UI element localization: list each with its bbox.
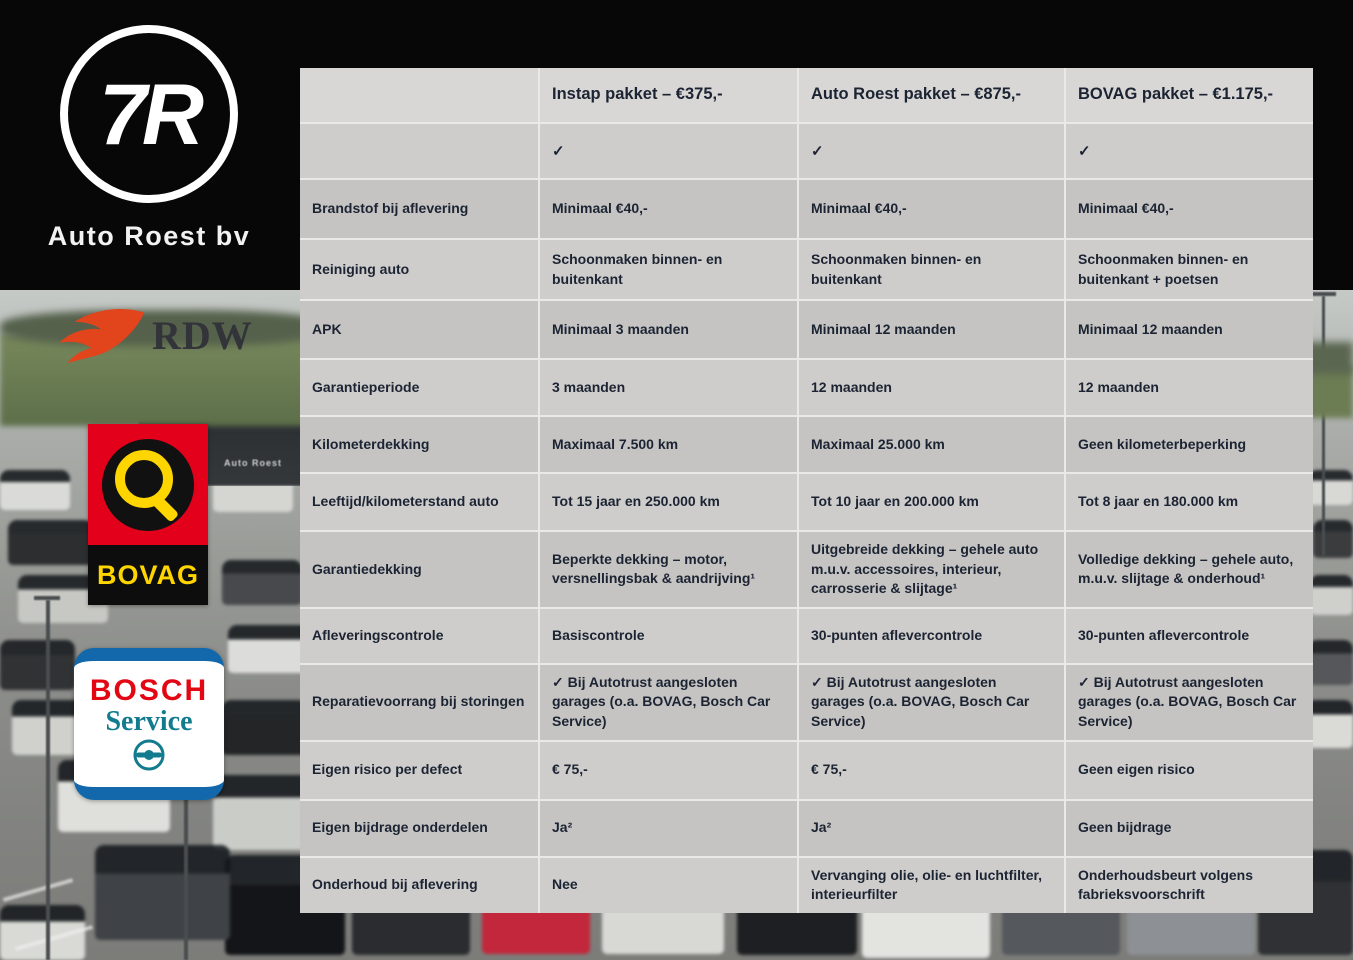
package-cell: Uitgebreide dekking – gehele auto m.u.v. accessoires, interieur, carrosserie & slijtage¹ (799, 532, 1064, 607)
car-shape (1313, 520, 1353, 558)
row-label: Kilometerdekking (300, 417, 538, 472)
package-cell: € 75,- (540, 742, 797, 799)
row-label: Garantieperiode (300, 360, 538, 415)
row-label: Garantiedekking (300, 532, 538, 607)
bovag-badge (88, 424, 208, 605)
package-cell: 30-punten aflevercontrole (799, 609, 1064, 663)
table-row (300, 801, 1313, 856)
package-cell: Instap pakket – €375,- (540, 68, 797, 122)
light-pole-shape (46, 600, 50, 960)
package-cell: € 75,- (799, 742, 1064, 799)
car-shape (1308, 640, 1353, 685)
table-row (300, 124, 1313, 178)
car-shape (0, 640, 75, 690)
package-cell: Ja² (799, 801, 1064, 856)
car-shape (213, 775, 313, 850)
package-cell: Tot 8 jaar en 180.000 km (1066, 474, 1313, 530)
package-cell: Auto Roest pakket – €875,- (799, 68, 1064, 122)
table-row (300, 532, 1313, 607)
table-row (300, 240, 1313, 299)
table-row (300, 665, 1313, 740)
car-shape (1310, 575, 1353, 615)
package-cell: Minimaal €40,- (799, 180, 1064, 238)
package-cell: Onderhoudsbeurt volgens fabrieksvoorschrift (1066, 858, 1313, 913)
package-cell: BOVAG pakket – €1.175,- (1066, 68, 1313, 122)
package-cell: Basiscontrole (540, 609, 797, 663)
package-cell: Ja² (540, 801, 797, 856)
car-shape (222, 560, 302, 605)
table-row (300, 417, 1313, 472)
package-cell: Beperkte dekking – motor, versnellingsbak & aandrijving¹ (540, 532, 797, 607)
package-cell: Volledige dekking – gehele auto, m.u.v. slijtage & onderhoud¹ (1066, 532, 1313, 607)
rdw-wing-icon (54, 306, 148, 364)
row-label: Onderhoud bij aflevering (300, 858, 538, 913)
package-cell: Nee (540, 858, 797, 913)
bosch-name: BOSCH (89, 673, 209, 707)
row-label: Leeftijd/kilometerstand auto (300, 474, 538, 530)
bovag-magnifier-icon (96, 433, 200, 537)
brand-name: Auto Roest bv (47, 221, 251, 251)
table-row (300, 301, 1313, 358)
car-shape (222, 700, 307, 755)
package-cell: 3 maanden (540, 360, 797, 415)
brand-logo (38, 20, 260, 252)
package-comparison-table (300, 68, 1313, 913)
package-cell: 12 maanden (1066, 360, 1313, 415)
bovag-label: BOVAG (88, 545, 208, 605)
package-cell: Geen bijdrage (1066, 801, 1313, 856)
table-row (300, 360, 1313, 415)
svg-text:7R: 7R (99, 67, 199, 163)
package-cell: Minimaal 12 maanden (799, 301, 1064, 358)
bosch-service-label: Service (105, 706, 193, 738)
package-cell: Tot 15 jaar en 250.000 km (540, 474, 797, 530)
package-cell: Schoonmaken binnen- en buitenkant + poetsen (1066, 240, 1313, 299)
row-label: Reparatievoorrang bij storingen (300, 665, 538, 740)
package-cell: Minimaal €40,- (540, 180, 797, 238)
package-cell: Geen eigen risico (1066, 742, 1313, 799)
table-row (300, 474, 1313, 530)
row-label: Reiniging auto (300, 240, 538, 299)
car-shape (1308, 470, 1353, 505)
row-label: Brandstof bij aflevering (300, 180, 538, 238)
table-row (300, 858, 1313, 913)
package-cell: ✓ Bij Autotrust aangesloten garages (o.a. BOVAG, Bosch Car Service) (799, 665, 1064, 740)
package-cell: Geen kilometerbeperking (1066, 417, 1313, 472)
package-cell: Maximaal 7.500 km (540, 417, 797, 472)
package-cell: 30-punten aflevercontrole (1066, 609, 1313, 663)
package-cell: ✓ (540, 124, 797, 178)
building-sign: Auto Roest (224, 458, 282, 468)
package-cell: Schoonmaken binnen- en buitenkant (799, 240, 1064, 299)
table-row (300, 609, 1313, 663)
rdw-badge (54, 306, 253, 364)
bosch-armature-icon (131, 737, 167, 773)
package-cell: Minimaal €40,- (1066, 180, 1313, 238)
light-pole-shape (1322, 296, 1325, 556)
parking-line-shape (3, 878, 73, 902)
row-label: APK (300, 301, 538, 358)
package-cell: 12 maanden (799, 360, 1064, 415)
car-shape (1306, 700, 1353, 748)
table-row (300, 742, 1313, 799)
auto-roest-monogram-icon (55, 20, 243, 208)
rdw-label: RDW (152, 312, 253, 358)
package-cell: Schoonmaken binnen- en buitenkant (540, 240, 797, 299)
row-label (300, 68, 538, 122)
package-cell: ✓ (1066, 124, 1313, 178)
row-label: Afleveringscontrole (300, 609, 538, 663)
bovag-emblem-icon (88, 424, 208, 545)
table-row (300, 180, 1313, 238)
row-label (300, 124, 538, 178)
package-cell: Minimaal 12 maanden (1066, 301, 1313, 358)
table-row (300, 68, 1313, 122)
car-shape (0, 470, 70, 510)
car-shape (95, 845, 230, 940)
package-cell: Vervanging olie, olie- en luchtfilter, interieurfilter (799, 858, 1064, 913)
row-label: Eigen bijdrage onderdelen (300, 801, 538, 856)
package-cell: ✓ (799, 124, 1064, 178)
package-cell: ✓ Bij Autotrust aangesloten garages (o.a. BOVAG, Bosch Car Service) (540, 665, 797, 740)
package-cell: ✓ Bij Autotrust aangesloten garages (o.a. BOVAG, Bosch Car Service) (1066, 665, 1313, 740)
package-cell: Maximaal 25.000 km (799, 417, 1064, 472)
car-shape (8, 520, 93, 565)
bosch-service-badge (74, 648, 224, 800)
row-label: Eigen risico per defect (300, 742, 538, 799)
package-cell: Minimaal 3 maanden (540, 301, 797, 358)
package-cell: Tot 10 jaar en 200.000 km (799, 474, 1064, 530)
